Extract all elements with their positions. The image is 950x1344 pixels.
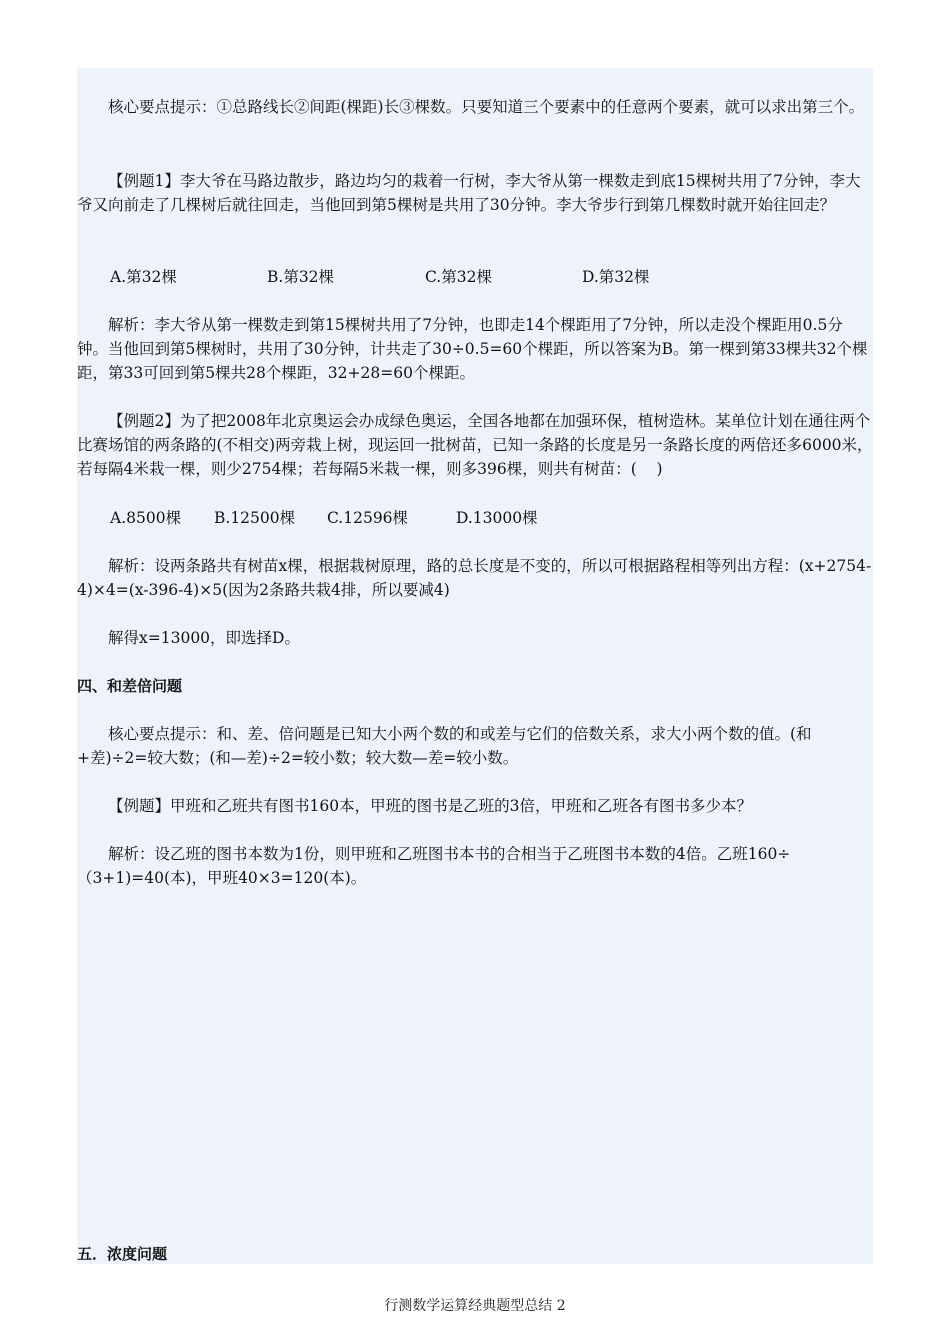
option-c: C.12596棵	[327, 509, 409, 527]
section-5-heading: 五．浓度问题	[77, 1245, 168, 1263]
section-4-heading: 四、和差倍问题	[77, 677, 183, 695]
option-a: A.8500棵	[110, 509, 182, 527]
option-c: C.第32棵	[425, 268, 492, 286]
example-2-analysis: 解析：设两条路共有树苗x棵，根据栽树原理，路的总长度是不变的，所以可根据路程相等列出方程：(x+2754-4)×4=(x-396-4)×5(因为2条路共栽4排，所以要减4)	[77, 557, 872, 599]
option-d: D.13000棵	[456, 509, 538, 527]
section-4-example: 【例题】甲班和乙班共有图书160本，甲班的图书是乙班的3倍，甲班和乙班各有图书多少本？	[108, 797, 752, 815]
section-4-core-tip: 核心要点提示：和、差、倍问题是已知大小两个数的和或差与它们的倍数关系，求大小两个数的值。(和+差)÷2=较大数；(和—差)÷2=较小数；较大数—差=较小数。	[77, 725, 812, 767]
content-panel	[77, 68, 873, 1264]
example-2-answer: 解得x=13000，即选择D。	[108, 629, 300, 647]
example-1-question: 【例题1】李大爷在马路边散步，路边均匀的栽着一行树，李大爷从第一棵数走到底15棵树共用了7分钟，李大爷又向前走了几棵树后就往回走，当他回到第5棵树是共用了30分钟。李大爷步行到第几棵数时就开始往回走？	[77, 172, 861, 214]
option-b: B.12500棵	[214, 509, 296, 527]
option-d: D.第32棵	[582, 268, 650, 286]
core-tip-paragraph: 核心要点提示：①总路线长②间距(棵距)长③棵数。只要知道三个要素中的任意两个要素，就可以求出第三个。	[108, 98, 865, 116]
page-footer: 行测数学运算经典题型总结 2	[384, 1298, 566, 1314]
example-2-question: 【例题2】为了把2008年北京奥运会办成绿色奥运，全国各地都在加强环保，植树造林。某单位计划在通往两个比赛场馆的两条路的(不相交)两旁栽上树，现运回一批树苗，已知一条路的长度是另一条路长度的两倍还多6000米，若每隔4米栽一棵，则少2754棵；若每隔5米栽一棵，则多396棵，则共有树苗：( )	[77, 412, 873, 478]
option-a: A.第32棵	[110, 268, 177, 286]
example-1-analysis: 解析：李大爷从第一棵数走到第15棵树共用了7分钟，也即走14个棵距用了7分钟，所以走没个棵距用0.5分钟。当他回到第5棵树时，共用了30分钟，计共走了30÷0.5=60个棵距，所以答案为B。第一棵到第33棵共32个棵距，第33可回到第5棵共28个棵距，32+28=60个棵距。	[77, 316, 868, 382]
option-b: B.第32棵	[267, 268, 335, 286]
section-4-analysis: 解析：设乙班的图书本数为1份，则甲班和乙班图书本书的合相当于乙班图书本数的4倍。乙班160÷（3+1)=40(本)，甲班40×3=120(本)。	[77, 845, 791, 887]
